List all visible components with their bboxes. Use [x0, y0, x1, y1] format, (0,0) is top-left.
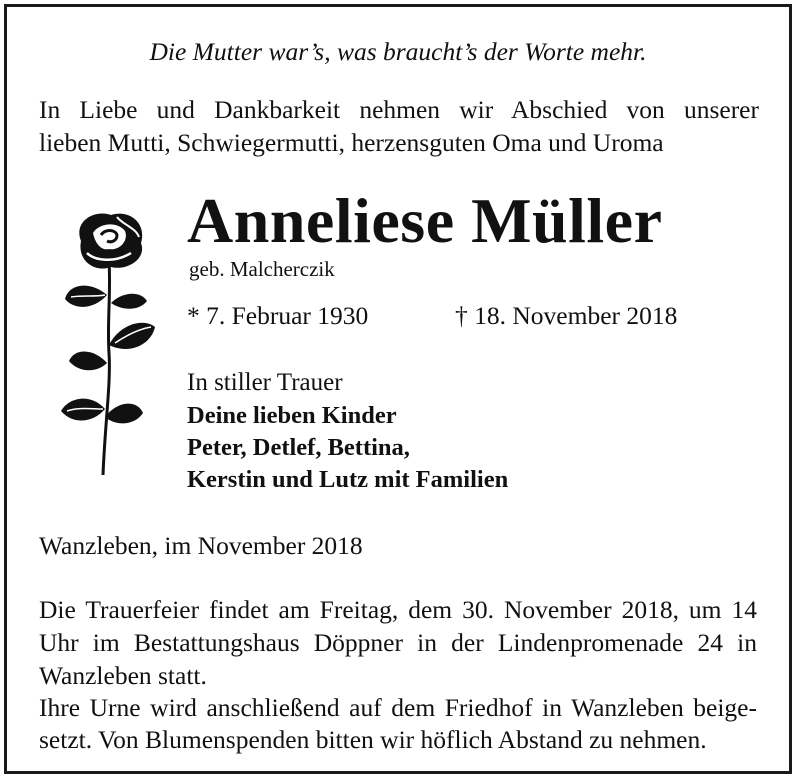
funeral-text-line-5: setzt. Von Blumenspenden bitten wir höflich Abstand zu nehmen.	[39, 725, 707, 754]
mourner-line-2: Peter, Detlef, Bettina,	[187, 434, 410, 461]
funeral-text-line-3: Wanzleben statt.	[39, 661, 207, 690]
birth-date: * 7. Februar 1930	[187, 301, 369, 330]
place-date: Wanzleben, im November 2018	[39, 531, 363, 560]
death-date: † 18. November 2018	[455, 301, 678, 330]
funeral-text-line-4: Ihre Urne wird anschließend auf dem Friedhof in Wanzleben beige-	[39, 693, 757, 722]
deceased-name: Anneliese Müller	[187, 185, 663, 256]
funeral-text-line-1: Die Trauerfeier findet am Freitag, dem 30. November 2018, um 14	[39, 595, 757, 624]
obituary-card	[4, 4, 792, 774]
intro-line-2: lieben Mutti, Schwiegermutti, herzensguten Oma und Uroma	[39, 128, 664, 157]
funeral-text-line-2: Uhr im Bestattungshaus Döppner in der Lindenpromenade 24 in	[39, 628, 757, 657]
birth-name: geb. Malcherczik	[189, 257, 335, 281]
mourning-intro: In stiller Trauer	[187, 369, 343, 396]
mourner-line-1: Deine lieben Kinder	[187, 402, 397, 429]
rose-icon	[43, 203, 163, 483]
intro-line-1: In Liebe und Dankbarkeit nehmen wir Abschied von unserer	[39, 95, 759, 124]
mourner-line-3: Kerstin und Lutz mit Familien	[187, 466, 509, 493]
motto: Die Mutter war’s, was braucht’s der Worte mehr.	[149, 37, 647, 66]
